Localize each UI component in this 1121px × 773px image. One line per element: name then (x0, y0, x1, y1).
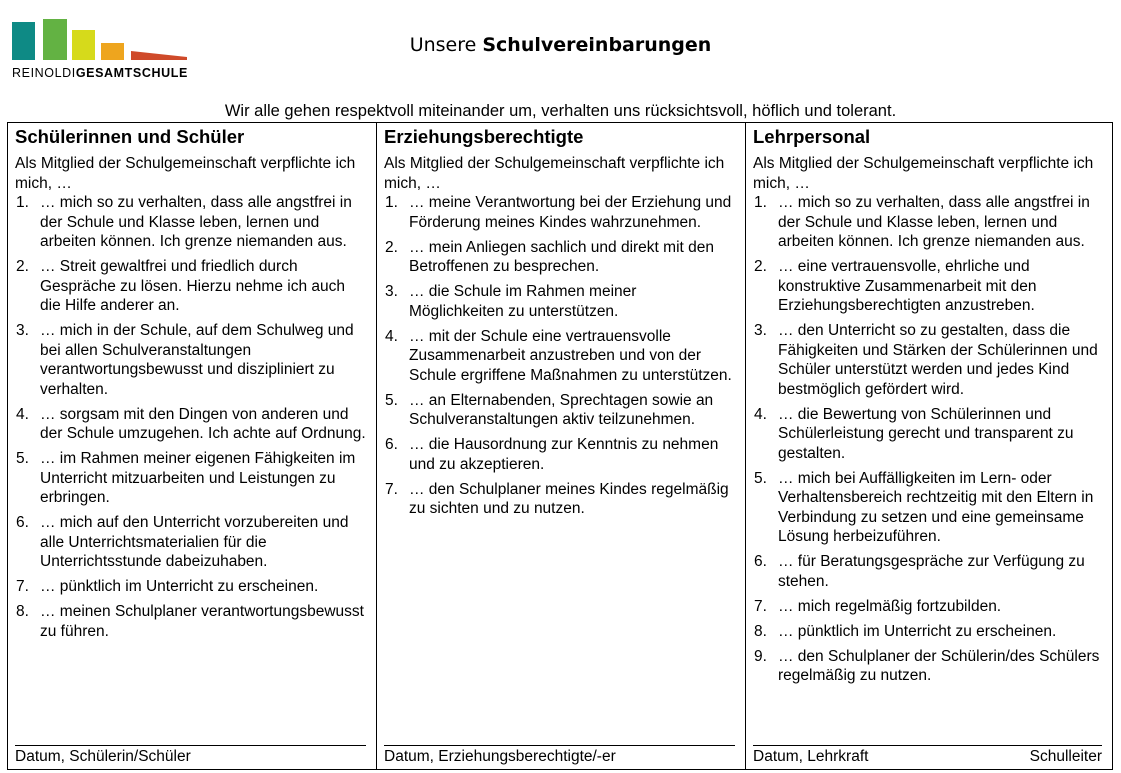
list-item (15, 193, 366, 252)
list-item-number: 8. (16, 603, 29, 620)
list-item (15, 513, 366, 572)
list-item-text: … pünktlich im Unterricht zu erscheinen. (40, 578, 319, 595)
list-item-text: … für Beratungsgespräche zur Verfügung zu stehen. (778, 553, 1085, 590)
column-teachers (746, 123, 1112, 769)
column-content (384, 123, 735, 524)
title-regular: Unsere (409, 34, 483, 56)
column-heading: Erziehungsberechtigte (384, 126, 584, 147)
list-item-text: … mich in der Schule, auf dem Schulweg und bei allen Schulveranstaltungen verantwortungsbewusst und diszipliniert zu verhalten. (40, 322, 354, 398)
list-item (384, 193, 735, 232)
list-item-text: … eine vertrauensvolle, ehrliche und konstruktive Zusammenarbeit mit den Erziehungsberechtigten anzustreben. (778, 258, 1037, 314)
list-item-number: 5. (754, 469, 767, 487)
column-students (8, 123, 377, 769)
list-item-number: 3. (754, 322, 767, 339)
list-item (753, 405, 1102, 464)
list-item (384, 435, 735, 474)
list-item-number: 4. (385, 327, 398, 345)
column-content (753, 123, 1102, 691)
motto: Wir alle gehen respektvoll miteinander um, verhalten uns rücksichtsvoll, höflich und tolerant. (224, 102, 897, 120)
list-item-number: 6. (754, 553, 767, 570)
list-item-text: … mit der Schule eine vertrauensvolle Zusammenarbeit anzustreben und von der Schule ergriffene Maßnahmen zu unterstützen. (409, 327, 732, 384)
signature-line (15, 745, 366, 769)
list-item (15, 257, 366, 316)
list-item-number: 7. (16, 578, 29, 595)
logo-wordmark (12, 66, 188, 80)
list-item (15, 405, 366, 444)
list-item-text: … mein Anliegen sachlich und direkt mit den Betroffenen zu besprechen. (409, 238, 714, 275)
list-item (753, 257, 1102, 316)
list-item (15, 602, 366, 641)
list-item (384, 238, 735, 277)
signature-label: Datum, Erziehungsberechtigte/-er (384, 748, 616, 765)
list-item-number: 5. (385, 391, 398, 409)
list-item-text: … mich regelmäßig fortzubilden. (778, 597, 1002, 615)
list-item-number: 6. (385, 436, 398, 453)
signature-label: Datum, Schülerin/Schüler (15, 748, 191, 765)
list-item (753, 469, 1102, 547)
list-item-number: 5. (16, 450, 29, 467)
list-item-text: … sorgsam mit den Dingen von anderen und der Schule umzugehen. Ich achte auf Ordnung. (40, 405, 366, 442)
commitment-list (384, 193, 735, 519)
list-item (384, 327, 735, 386)
commitment-list (753, 193, 1102, 686)
list-item (384, 282, 735, 321)
list-item (753, 647, 1102, 686)
list-item-text: … die Schule im Rahmen meiner Möglichkeiten zu unterstützen. (409, 283, 637, 320)
list-item-number: 4. (16, 405, 29, 423)
column-guardians (377, 123, 746, 769)
list-item-text: … den Schulplaner der Schülerin/des Schülers regelmäßig zu nutzen. (778, 647, 1100, 684)
signature-line (384, 745, 735, 769)
list-item-text: … den Schulplaner meines Kindes regelmäßig zu sichten und zu nutzen. (409, 480, 729, 517)
list-item (753, 622, 1102, 642)
list-item-text: … pünktlich im Unterricht zu erscheinen. (778, 622, 1057, 640)
page-title (0, 34, 1121, 56)
list-item-text: … die Hausordnung zur Kenntnis zu nehmen und zu akzeptieren. (409, 436, 719, 473)
column-content (15, 123, 366, 647)
list-item-text: … im Rahmen meiner eigenen Fähigkeiten im Unterricht mitzuarbeiten und Leistungen zu erbringen. (40, 450, 356, 506)
list-item-text: … mich auf den Unterricht vorzubereiten und alle Unterrichtsmaterialien für die Unterrichtsstunde dabeizuhaben. (40, 514, 349, 570)
signature-label-right: Schulleiter (1029, 748, 1102, 765)
list-item-number: 8. (754, 622, 767, 640)
logo-text-bold: GESAMTSCHULE (75, 66, 188, 80)
list-item-text: … den Unterricht so zu gestalten, dass die Fähigkeiten und Stärken der Schülerinnen und Schüler unterstützt werden und jedes Kind bestmöglich gefördert wird. (778, 322, 1098, 398)
list-item (753, 193, 1102, 252)
logo-text-regular: REINOLDI (12, 66, 76, 80)
commitment-list (15, 193, 366, 641)
list-item-number: 3. (16, 322, 29, 339)
list-item-number: 2. (16, 258, 29, 275)
list-item-number: 1. (16, 194, 29, 211)
list-item-number: 6. (16, 514, 29, 531)
title-bold: Schulvereinbarungen (482, 34, 712, 56)
agreements-table (7, 122, 1113, 770)
list-item (15, 321, 366, 399)
list-item-text: … die Bewertung von Schülerinnen und Schülerleistung gerecht und transparent zu gestalten. (778, 405, 1074, 462)
list-item-number: 2. (754, 258, 767, 275)
column-heading: Schülerinnen und Schüler (15, 126, 245, 147)
signature-line (753, 745, 1102, 769)
list-item (753, 597, 1102, 617)
list-item-text: … mich so zu verhalten, dass alle angstfrei in der Schule und Klasse leben, lernen und arbeiten können. Ich grenze niemanden aus. (778, 194, 1090, 250)
signature-label: Datum, Lehrkraft (753, 748, 869, 765)
column-heading: Lehrpersonal (753, 126, 871, 147)
list-item-text: … an Elternabenden, Sprechtagen sowie an Schulveranstaltungen aktiv teilzunehmen. (409, 391, 714, 428)
list-item-text: … meine Verantwortung bei der Erziehung und Förderung meines Kindes wahrzunehmen. (409, 194, 732, 231)
column-intro: Als Mitglied der Schulgemeinschaft verpflichte ich mich, … (15, 155, 356, 192)
column-intro: Als Mitglied der Schulgemeinschaft verpflichte ich mich, … (753, 155, 1094, 192)
list-item-number: 7. (385, 480, 398, 498)
list-item (15, 577, 366, 597)
list-item-number: 2. (385, 238, 398, 256)
list-item-text: … mich so zu verhalten, dass alle angstfrei in der Schule und Klasse leben, lernen und arbeiten können. Ich grenze niemanden aus. (40, 194, 352, 250)
list-item-number: 7. (754, 597, 767, 615)
list-item-number: 3. (385, 283, 398, 300)
list-item-text: … meinen Schulplaner verantwortungsbewusst zu führen. (40, 603, 364, 640)
list-item-number: 4. (754, 405, 767, 423)
list-item-number: 1. (754, 194, 767, 211)
list-item (753, 552, 1102, 591)
list-item (384, 480, 735, 519)
column-intro: Als Mitglied der Schulgemeinschaft verpflichte ich mich, … (384, 155, 725, 192)
list-item-number: 9. (754, 647, 767, 665)
list-item-number: 1. (385, 194, 398, 211)
list-item (384, 391, 735, 430)
list-item (753, 321, 1102, 399)
list-item-text: … Streit gewaltfrei und friedlich durch Gespräche zu lösen. Hierzu nehme ich auch die Hilfe anderer an. (40, 258, 345, 314)
list-item (15, 449, 366, 508)
list-item-text: … mich bei Auffälligkeiten im Lern- oder Verhaltensbereich rechtzeitig mit den Eltern in Verbindung zu setzen und eine gemeinsame Lösung herbeizuführen. (778, 469, 1094, 545)
